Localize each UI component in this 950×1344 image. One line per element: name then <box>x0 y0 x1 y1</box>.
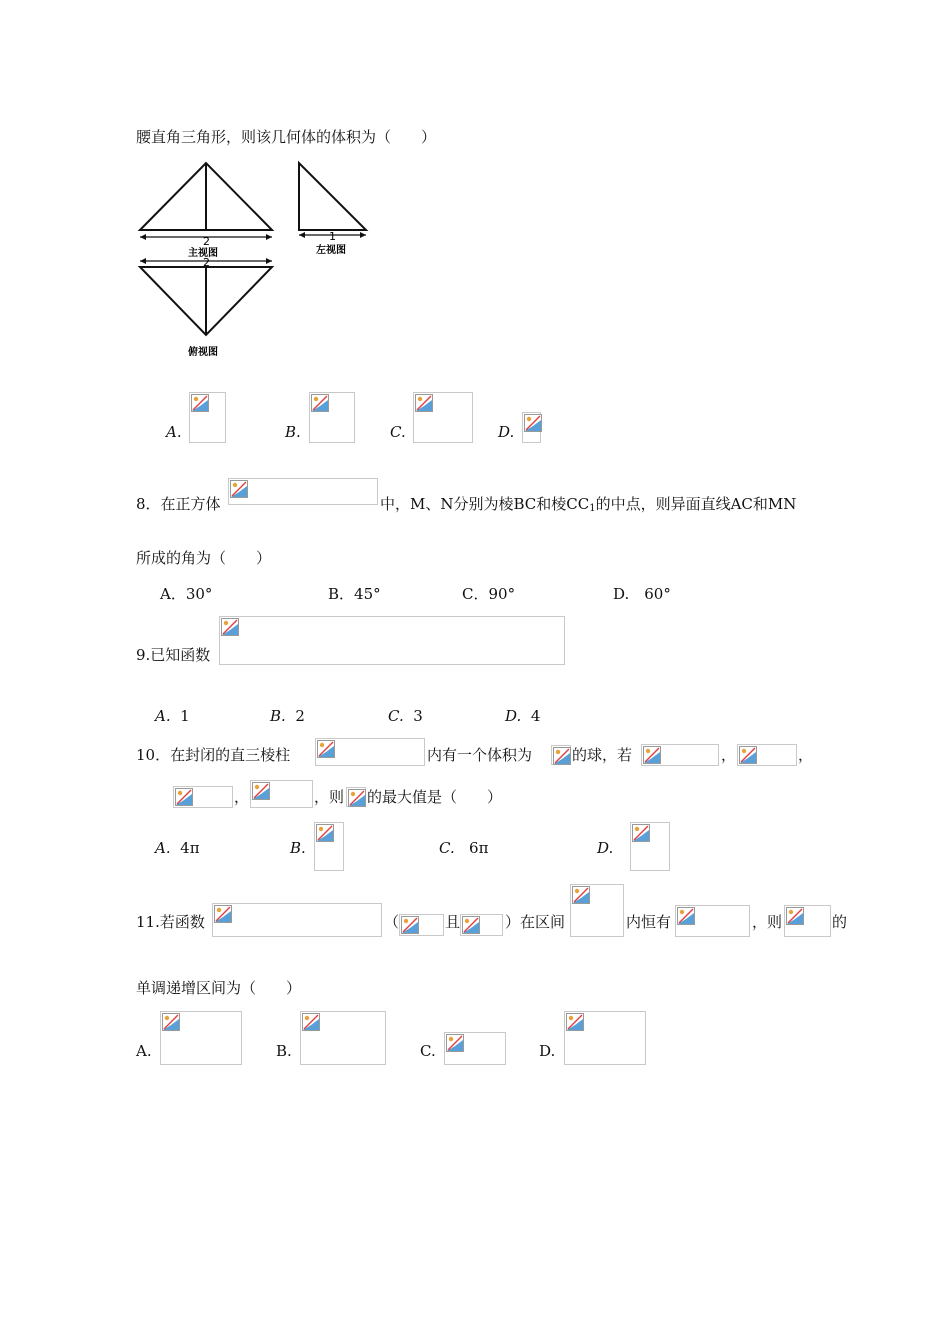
broken-image-icon <box>462 916 480 934</box>
q11-option-c-label: C. <box>420 1042 436 1060</box>
front-dim-label: 2 <box>203 235 210 248</box>
q10-prism-image <box>315 738 425 766</box>
side-view-triangle <box>299 163 366 230</box>
q9-number: 9.已知函数 <box>136 646 211 664</box>
q9-option-d: D. 4 <box>505 707 541 725</box>
q10-condition2-image <box>737 744 797 766</box>
broken-image-icon <box>786 907 804 925</box>
side-view-label: 左视图 <box>316 245 346 256</box>
q10-condition3-image <box>173 786 233 808</box>
broken-image-icon <box>415 394 433 412</box>
q8-option-d: D. 60° <box>613 585 671 603</box>
broken-image-icon <box>401 916 419 934</box>
broken-image-icon <box>311 394 329 412</box>
broken-image-icon <box>632 824 650 842</box>
broken-image-icon <box>446 1034 464 1052</box>
q11-option-c-image <box>444 1032 506 1065</box>
q7-option-d-image <box>522 412 541 443</box>
q11-text3: ，则 <box>752 913 783 931</box>
top-view-label: 俯视图 <box>188 347 218 358</box>
q7-option-c-image <box>413 392 473 443</box>
q10-number: 10．在封闭的直三棱柱 <box>136 746 291 764</box>
q11-number: 11.若函数 <box>136 913 205 931</box>
q11-interval-image <box>570 884 624 937</box>
broken-image-icon <box>214 905 232 923</box>
q11-option-b-image <box>300 1011 386 1065</box>
q10-volume-image <box>551 745 571 765</box>
q8-number: 8．在正方体 <box>136 495 221 513</box>
broken-image-icon <box>317 740 335 758</box>
q7-option-c-label: C. <box>390 423 406 441</box>
q9-option-a: A. 1 <box>155 707 190 725</box>
q11-condition1-image <box>399 914 444 936</box>
broken-image-icon <box>643 746 661 764</box>
q7-option-a-label: A. <box>166 423 182 441</box>
q10-option-b-label: B. <box>290 839 306 857</box>
broken-image-icon <box>572 886 590 904</box>
q10-option-c: C. 6π <box>439 839 489 857</box>
front-view-label: 主视图 <box>188 248 218 259</box>
q10-comma1: ， <box>721 746 737 764</box>
q8-line2: 所成的角为（ ） <box>136 549 272 567</box>
q11-and: 且 <box>445 913 461 931</box>
q10-text1: 内有一个体积为 <box>427 746 533 764</box>
q10-option-d-image <box>630 822 670 871</box>
q10-option-b-image <box>314 822 344 871</box>
side-dim-label: 1 <box>329 230 336 243</box>
q8-text: 中，M、N分别为棱BC和棱$CC_1$的中点，则异面直线AC和MN <box>380 495 797 514</box>
broken-image-icon <box>302 1013 320 1031</box>
broken-image-icon <box>316 824 334 842</box>
q11-function-image <box>212 903 382 937</box>
broken-image-icon <box>191 394 209 412</box>
q8-option-a: A．30° <box>160 585 213 603</box>
broken-image-icon <box>162 1013 180 1031</box>
broken-image-icon <box>175 788 193 806</box>
broken-image-icon <box>566 1013 584 1031</box>
q7-option-a-image <box>189 392 226 443</box>
q11-inequality-image <box>675 905 750 937</box>
q7-stem: 腰直角三角形，则该几何体的体积为（ ） <box>136 128 437 146</box>
q11-paren-open: （ <box>384 913 400 931</box>
q11-text2: 内恒有 <box>626 913 672 931</box>
q11-option-a-image <box>160 1011 242 1065</box>
broken-image-icon <box>230 480 248 498</box>
broken-image-icon <box>221 618 239 636</box>
q10-condition4-image <box>250 780 313 808</box>
q8-option-c: C．90° <box>462 585 516 603</box>
broken-image-icon <box>677 907 695 925</box>
q11-target-function-image <box>784 905 831 937</box>
q7-option-b-label: B. <box>285 423 301 441</box>
q10-text3: ，则 <box>314 788 345 806</box>
q11-condition2-image <box>460 914 503 936</box>
broken-image-icon <box>348 789 366 807</box>
q10-variable-image <box>346 787 366 807</box>
q11-option-d-image <box>564 1011 646 1065</box>
q8-cube-image <box>228 478 378 505</box>
broken-image-icon <box>252 782 270 800</box>
q11-option-a-label: A. <box>136 1042 152 1060</box>
q10-option-d-label: D. <box>597 839 614 857</box>
q10-text4: 的最大值是（ ） <box>367 788 503 806</box>
q10-condition1-image <box>641 744 719 766</box>
q8-option-b: B．45° <box>328 585 381 603</box>
q11-text1: ）在区间 <box>505 913 566 931</box>
q7-option-d-label: D. <box>498 423 515 441</box>
broken-image-icon <box>524 414 542 432</box>
q11-option-b-label: B. <box>276 1042 292 1060</box>
q11-line2: 单调递增区间为（ ） <box>136 979 302 997</box>
q7-option-b-image <box>309 392 355 443</box>
top-dim-label: 2 <box>203 256 210 269</box>
q9-function-image <box>219 616 565 665</box>
q9-option-c: C. 3 <box>388 707 423 725</box>
q11-text4: 的 <box>832 913 848 931</box>
q10-text2: 的球，若 <box>572 746 633 764</box>
q11-option-d-label: D. <box>539 1042 556 1060</box>
q10-option-a: A. 4π <box>155 839 200 857</box>
q9-option-b: B. 2 <box>270 707 305 725</box>
q10-comma3: ， <box>234 788 250 806</box>
broken-image-icon <box>739 746 757 764</box>
broken-image-icon <box>553 747 571 765</box>
three-view-diagram <box>130 155 380 370</box>
q10-comma2: ， <box>798 746 814 764</box>
